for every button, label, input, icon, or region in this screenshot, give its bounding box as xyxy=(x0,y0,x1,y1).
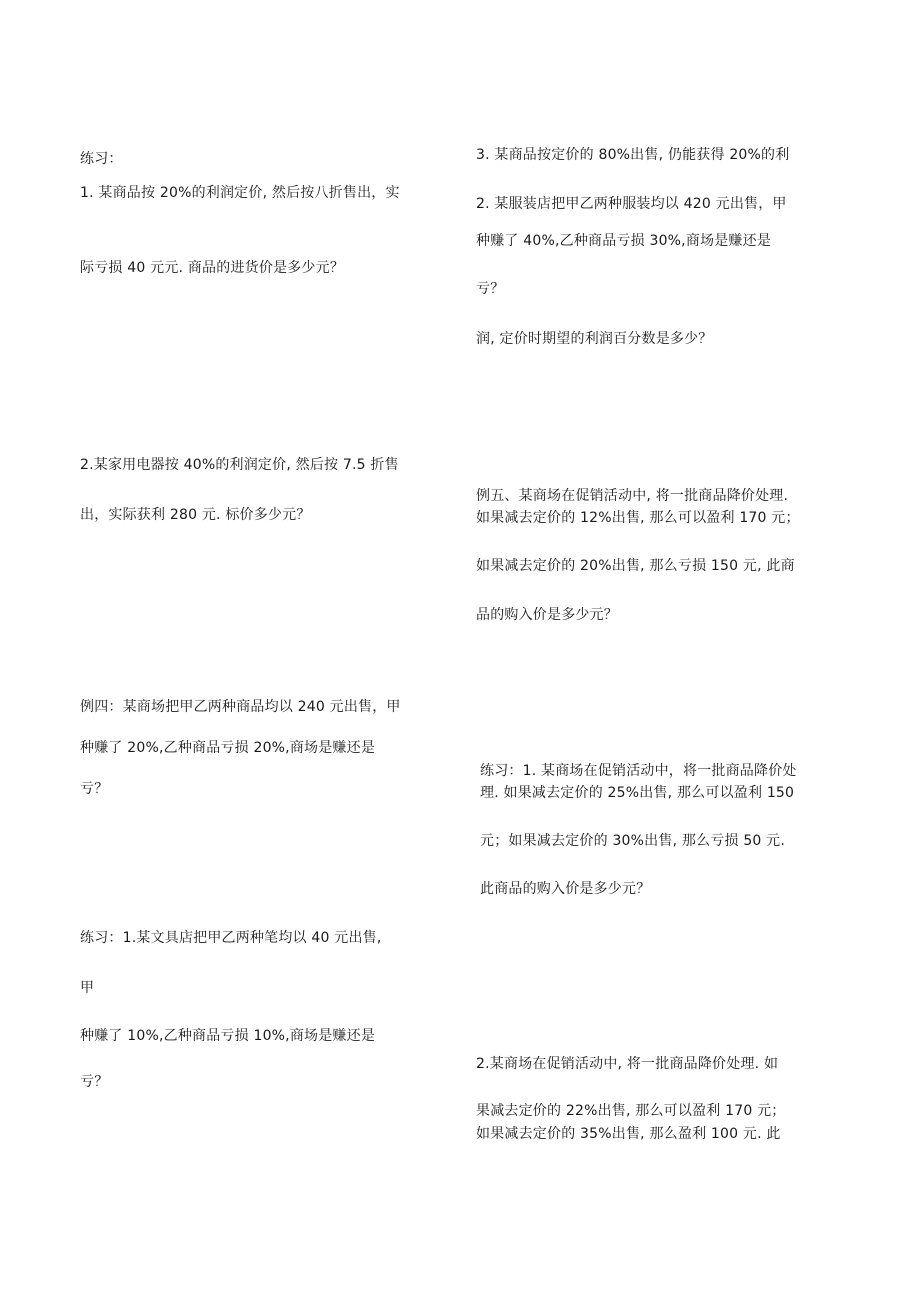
example-5-line-1: 例五、某商场在促销活动中, 将一批商品降价处理. xyxy=(476,488,789,504)
problem-2b-line-1: 2. 某服装店把甲乙两种服装均以 420 元出售，甲 xyxy=(476,196,787,212)
practice-right-1-line-2: 理. 如果减去定价的 25%出售, 那么可以盈利 150 xyxy=(480,785,795,801)
practice-right-2-line-3: 如果减去定价的 35%出售, 那么盈利 100 元. 此 xyxy=(476,1126,781,1142)
practice-right-2-line-2: 果减去定价的 22%出售, 那么可以盈利 170 元； xyxy=(476,1103,786,1119)
practice-left-line-3: 种赚了 10%,乙种商品亏损 10%,商场是赚还是 xyxy=(80,1028,376,1044)
example-5-line-2: 如果减去定价的 12%出售, 那么可以盈利 170 元； xyxy=(476,510,800,526)
practice-right-2-line-1: 2.某商场在促销活动中, 将一批商品降价处理. 如 xyxy=(476,1056,779,1072)
example-4-line-2: 种赚了 20%,乙种商品亏损 20%,商场是赚还是 xyxy=(80,740,376,756)
practice-left-line-4: 亏？ xyxy=(80,1074,109,1090)
example-5-line-4: 品的购入价是多少元？ xyxy=(476,607,618,623)
problem-3-line-1: 3. 某商品按定价的 80%出售, 仍能获得 20%的利 xyxy=(476,147,790,163)
practice-left-line-2: 甲 xyxy=(80,980,95,996)
exercise-heading: 练习： xyxy=(80,151,123,167)
example-4-line-3: 亏？ xyxy=(80,781,109,797)
practice-right-1-line-3: 元；如果减去定价的 30%出售, 那么亏损 50 元. xyxy=(480,833,786,849)
example-5-line-3: 如果减去定价的 20%出售, 那么亏损 150 元, 此商 xyxy=(476,558,795,574)
problem-2-line-1: 2.某家用电器按 40%的利润定价, 然后按 7.5 折售 xyxy=(80,457,399,473)
problem-1-line-1: 1. 某商品按 20%的利润定价, 然后按八折售出，实 xyxy=(80,185,400,201)
problem-1-line-2: 际亏损 40 元元. 商品的进货价是多少元？ xyxy=(80,260,345,276)
problem-2b-line-3: 亏？ xyxy=(476,281,505,297)
problem-3-line-2: 润, 定价时期望的利润百分数是多少？ xyxy=(476,331,713,347)
practice-left-line-1: 练习：1.某文具店把甲乙两种笔均以 40 元出售, xyxy=(80,930,382,946)
problem-2-line-2: 出，实际获利 280 元. 标价多少元？ xyxy=(80,507,311,523)
example-4-line-1: 例四：某商场把甲乙两种商品均以 240 元出售，甲 xyxy=(80,699,401,715)
practice-right-1-line-1: 练习：1. 某商场在促销活动中，将一批商品降价处 xyxy=(480,763,797,779)
problem-2b-line-2: 种赚了 40%,乙种商品亏损 30%,商场是赚还是 xyxy=(476,233,772,249)
practice-right-1-line-4: 此商品的购入价是多少元？ xyxy=(480,881,651,897)
